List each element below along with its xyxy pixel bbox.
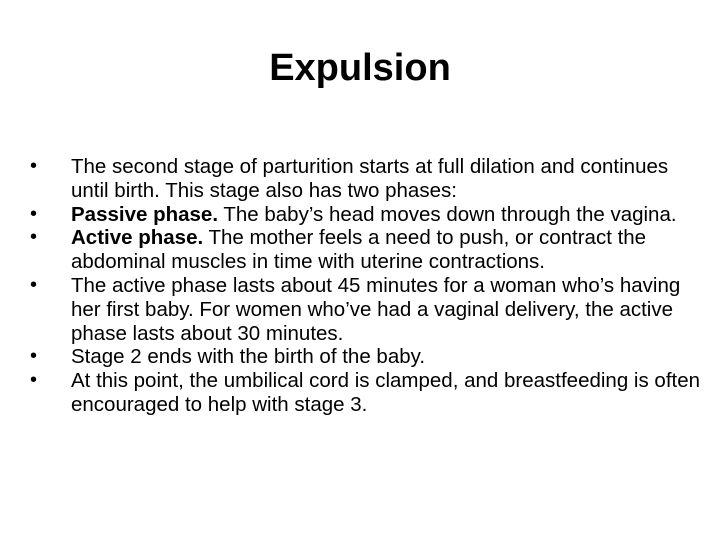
bullet-list	[30, 155, 700, 417]
bullet-item	[30, 203, 700, 227]
bullet-lead: Passive phase.	[71, 202, 219, 226]
bullet-text: The active phase lasts about 45 minutes for a woman who’s having her first baby. For women who’ve had a vaginal delivery, the active phase lasts about 30 minutes.	[71, 273, 681, 345]
bullet-item	[30, 155, 700, 203]
bullet-glyph: •	[30, 369, 38, 392]
bullet-item	[30, 369, 700, 417]
bullet-text: The baby’s head moves down through the vagina.	[218, 202, 677, 226]
bullet-glyph: •	[30, 202, 38, 225]
bullet-item	[30, 274, 700, 345]
bullet-lead: Active phase.	[71, 226, 204, 250]
slide-title: Expulsion	[269, 47, 451, 89]
bullet-text: The second stage of parturition starts at full dilation and continues until birth. This stage also has two phases:	[71, 155, 669, 202]
bullet-glyph: •	[30, 155, 38, 177]
bullet-item	[30, 345, 700, 369]
bullet-glyph: •	[30, 273, 38, 296]
bullet-text: Stage 2 ends with the birth of the baby.	[71, 345, 426, 369]
bullet-item	[30, 226, 700, 274]
bullet-glyph: •	[30, 345, 38, 368]
bullet-glyph: •	[30, 226, 38, 249]
bullet-text: At this point, the umbilical cord is clamped, and breastfeeding is often encouraged to help with stage 3.	[71, 369, 701, 416]
bullet-text: The mother feels a need to push, or contract the abdominal muscles in time with uterine contractions.	[71, 226, 647, 274]
